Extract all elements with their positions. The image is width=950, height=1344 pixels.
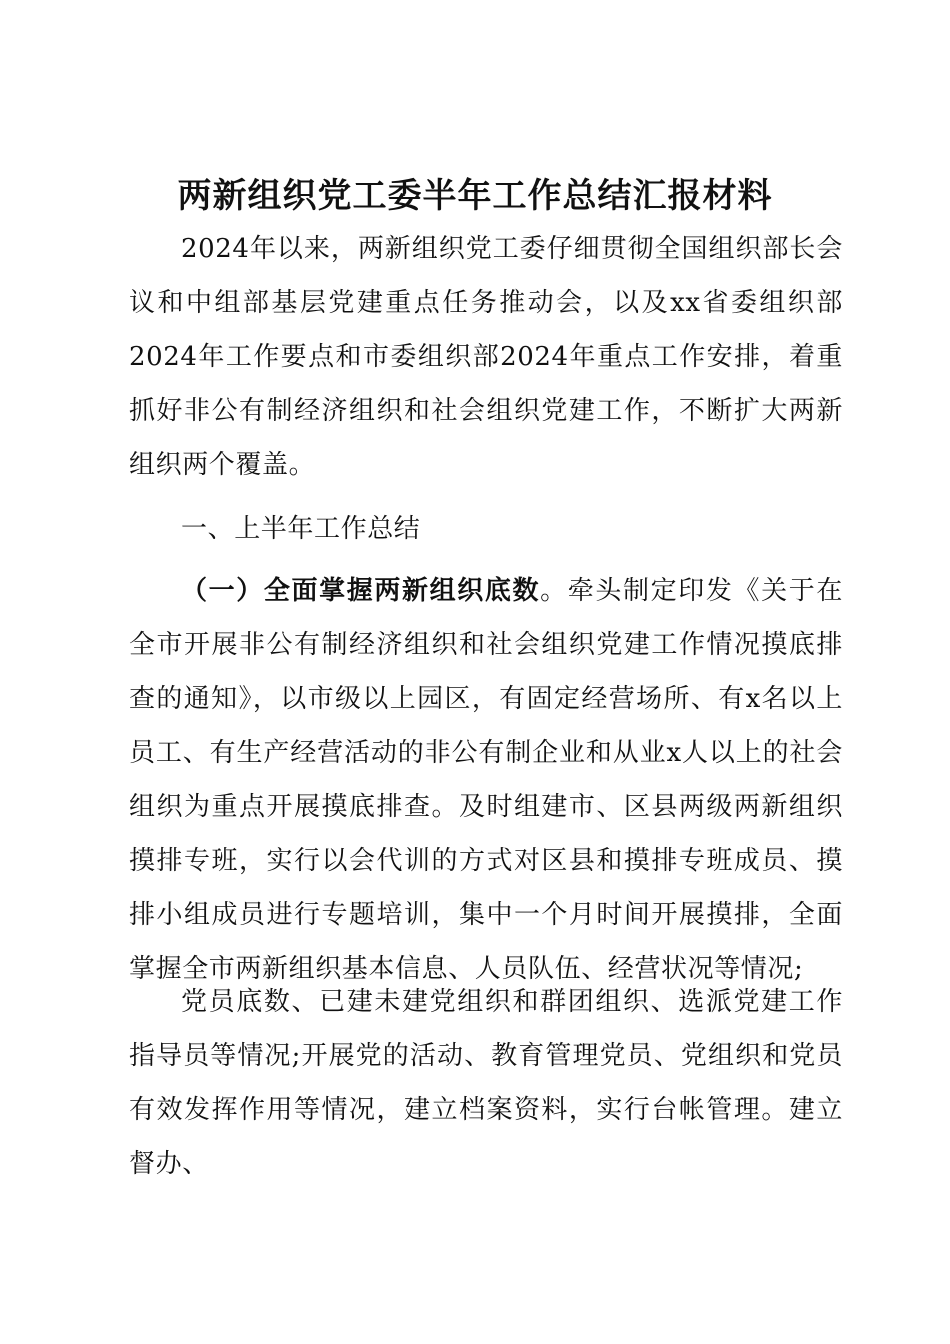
item-one-lead: （一）全面掌握两新组织底数: [181, 576, 541, 606]
document-title: 两新组织党工委半年工作总结汇报材料: [177, 176, 773, 216]
section-heading: 一、上半年工作总结: [181, 514, 421, 544]
item-one-text: 。牵头制定印发《关于在全市开展非公有制经济组织和社会组织党建工作情况摸底排查的通知》，以市级以上园区，有固定经营场所、有x名以上员工、有生产经营活动的非公有制企业和从业x人以上的社会组织为重点开展摸底排查。及时组建市、区县两级两新组织摸排专班，实行以会代训的方式对区县和摸排专班成员、摸排小组成员进行专题培训，集中一个月时间开展摸排，全面掌握全市两新组织基本信息、人员队伍、经营状况等情况;: [129, 576, 843, 984]
second-paragraph: 党员底数、已建未建党组织和群团组织、选派党建工作指导员等情况;开展党的活动、教育管理党员、党组织和党员有效发挥作用等情况，建立档案资料，实行台帐管理。建立督办、: [129, 987, 843, 1179]
intro-paragraph: 2024年以来，两新组织党工委仔细贯彻全国组织部长会议和中组部基层党建重点任务推动会，以及xx省委组织部2024年工作要点和市委组织部2024年重点工作安排，着重抓好非公有制经济组织和社会组织党建工作，不断扩大两新组织两个覆盖。: [129, 234, 843, 480]
item-one-paragraph: [129, 564, 843, 996]
